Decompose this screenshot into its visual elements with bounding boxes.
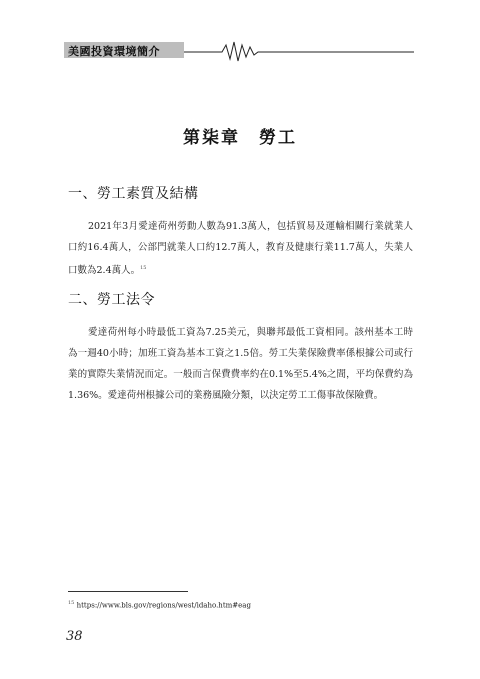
page-number: 38 bbox=[66, 629, 83, 644]
paragraph-labor-quality bbox=[68, 216, 413, 281]
section-heading-labor-law: 二、勞工法令 bbox=[68, 292, 155, 308]
header-title: 美國投資環境簡介 bbox=[68, 45, 160, 58]
paragraph-text: 2021年3月愛達荷州勞動人數為91.3萬人，包括貿易及運輸相關行業就業人口約16.4萬人，公部門就業人口約12.7萬人，教育及健康行業11.7萬人，失業人口數為2.4萬人。 bbox=[68, 221, 413, 277]
footnote-number: 15 bbox=[68, 600, 75, 606]
footnote-url: https://www.bls.gov/regions/west/idaho.htm#eag bbox=[76, 601, 251, 610]
paragraph-labor-law: 愛達荷州每小時最低工資為7.25美元，與聯邦最低工資相同。該州基本工時為一週40小時；加班工資為基本工資之1.5倍。勞工失業保險費率係根據公司或行業的實際失業情況而定。一般而言保費費率約在0.1%至5.4%之間，平均保費約為1.36%。愛達荷州根據公司的業務風險分類，以決定勞工工傷事故保險費。 bbox=[68, 327, 413, 401]
header-wave-line bbox=[64, 36, 414, 66]
footnote bbox=[68, 600, 251, 609]
footnote-marker: 15 bbox=[140, 265, 147, 271]
running-header bbox=[64, 36, 414, 66]
footnote-divider bbox=[68, 591, 188, 592]
section-heading-labor-quality: 一、勞工素質及結構 bbox=[68, 186, 199, 202]
chapter-title: 第柒章 勞工 bbox=[183, 128, 297, 148]
